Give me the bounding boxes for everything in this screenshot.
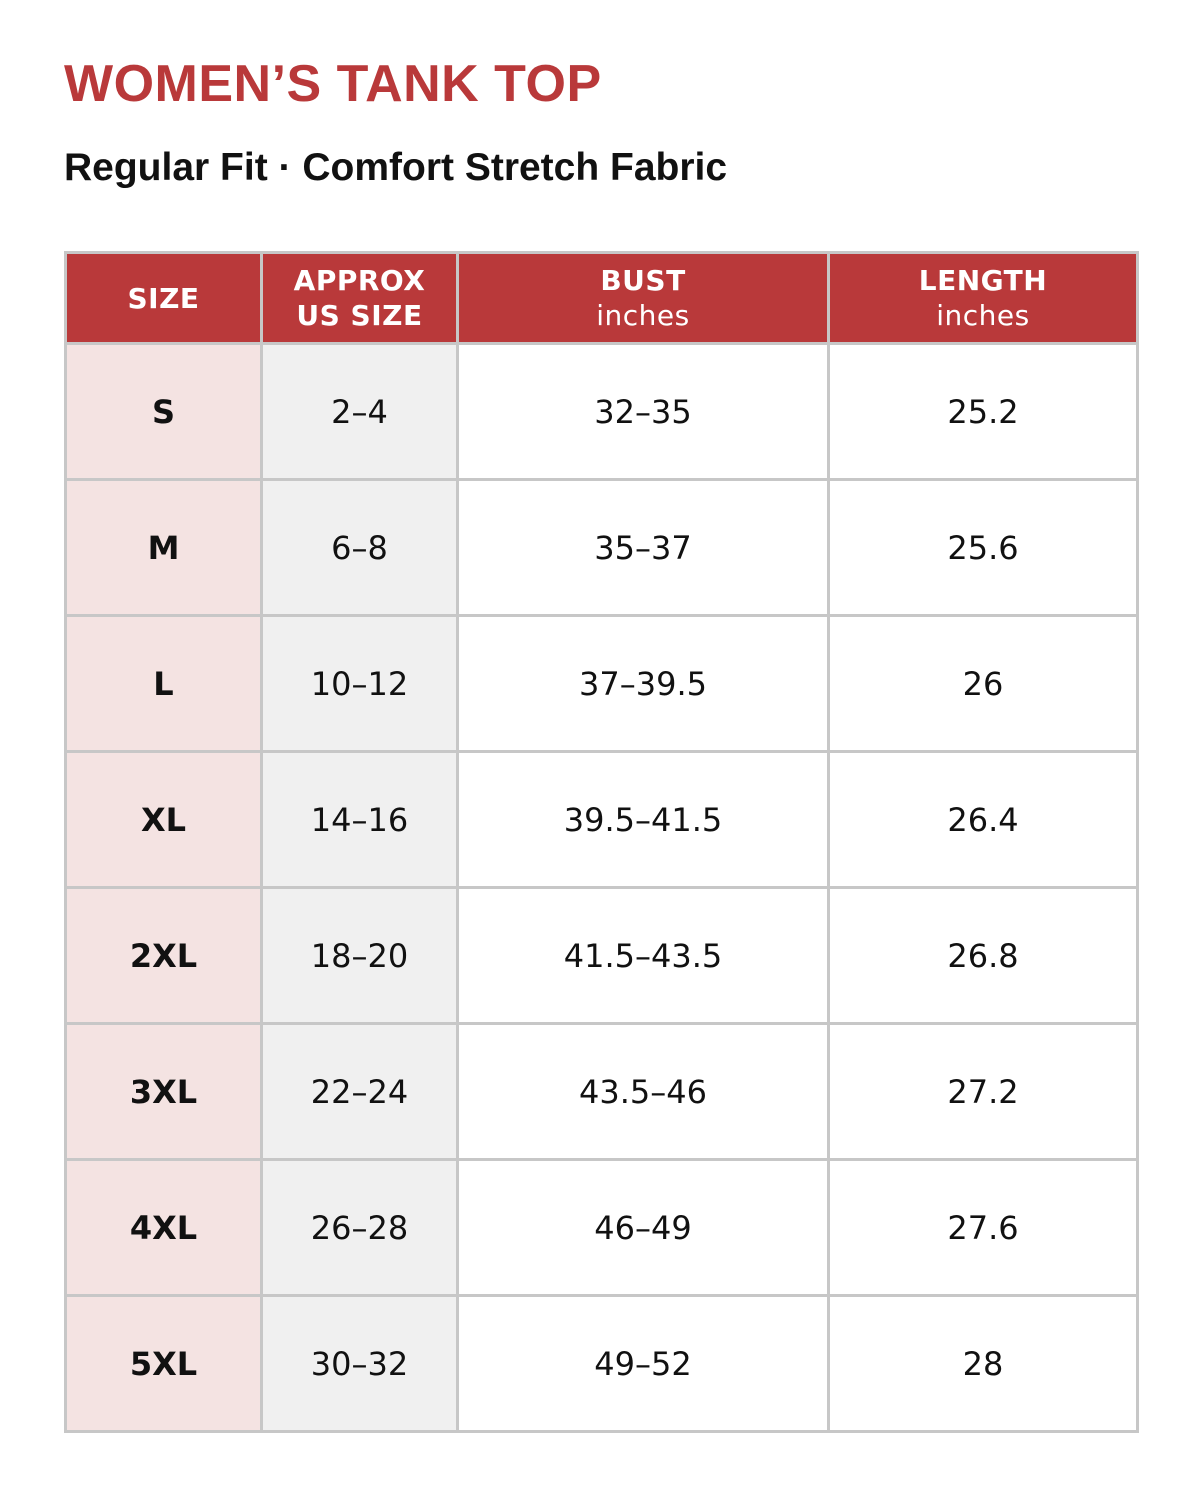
- header-bust: [458, 253, 829, 344]
- size-cell: M: [66, 480, 262, 616]
- table-row: [66, 1296, 1138, 1432]
- bust-cell: 46–49: [458, 1160, 829, 1296]
- header-us-size-label-line1: APPROX: [293, 264, 426, 297]
- header-bust-unit: inches: [596, 299, 690, 332]
- table-row: [66, 480, 1138, 616]
- page-subtitle: Regular Fit · Comfort Stretch Fabric: [64, 146, 728, 189]
- length-cell: 26: [829, 616, 1138, 752]
- header-length-unit: inches: [936, 299, 1030, 332]
- length-cell: 27.2: [829, 1024, 1138, 1160]
- us-size-cell: 6–8: [262, 480, 458, 616]
- header-bust-label: BUST: [600, 264, 686, 297]
- us-size-cell: 18–20: [262, 888, 458, 1024]
- size-cell: XL: [66, 752, 262, 888]
- length-cell: 27.6: [829, 1160, 1138, 1296]
- us-size-cell: 10–12: [262, 616, 458, 752]
- table-row: [66, 752, 1138, 888]
- us-size-cell: 14–16: [262, 752, 458, 888]
- size-cell: L: [66, 616, 262, 752]
- table-row: [66, 616, 1138, 752]
- bust-cell: 35–37: [458, 480, 829, 616]
- size-cell: 2XL: [66, 888, 262, 1024]
- page-title: WOMEN’S TANK TOP: [64, 55, 602, 113]
- length-cell: 28: [829, 1296, 1138, 1432]
- us-size-cell: 26–28: [262, 1160, 458, 1296]
- bust-cell: 49–52: [458, 1296, 829, 1432]
- length-cell: 26.8: [829, 888, 1138, 1024]
- size-cell: 4XL: [66, 1160, 262, 1296]
- table-body: [66, 344, 1138, 1432]
- header-size: [66, 253, 262, 344]
- bust-cell: 39.5–41.5: [458, 752, 829, 888]
- header-size-label: SIZE: [127, 281, 200, 315]
- length-cell: 25.6: [829, 480, 1138, 616]
- header-us-size: [262, 253, 458, 344]
- table-row: [66, 1024, 1138, 1160]
- us-size-cell: 22–24: [262, 1024, 458, 1160]
- size-chart-table: [64, 251, 1139, 1433]
- table-row: [66, 888, 1138, 1024]
- bust-cell: 43.5–46: [458, 1024, 829, 1160]
- header-length-label: LENGTH: [918, 264, 1048, 297]
- header-row: [66, 253, 1138, 344]
- length-cell: 25.2: [829, 344, 1138, 480]
- size-cell: 5XL: [66, 1296, 262, 1432]
- us-size-cell: 30–32: [262, 1296, 458, 1432]
- table-row: [66, 344, 1138, 480]
- bust-cell: 41.5–43.5: [458, 888, 829, 1024]
- header-us-size-label-line2: US SIZE: [296, 299, 423, 332]
- size-cell: 3XL: [66, 1024, 262, 1160]
- bust-cell: 37–39.5: [458, 616, 829, 752]
- us-size-cell: 2–4: [262, 344, 458, 480]
- header-length: [829, 253, 1138, 344]
- bust-cell: 32–35: [458, 344, 829, 480]
- length-cell: 26.4: [829, 752, 1138, 888]
- table-header: [66, 253, 1138, 344]
- size-cell: S: [66, 344, 262, 480]
- table-row: [66, 1160, 1138, 1296]
